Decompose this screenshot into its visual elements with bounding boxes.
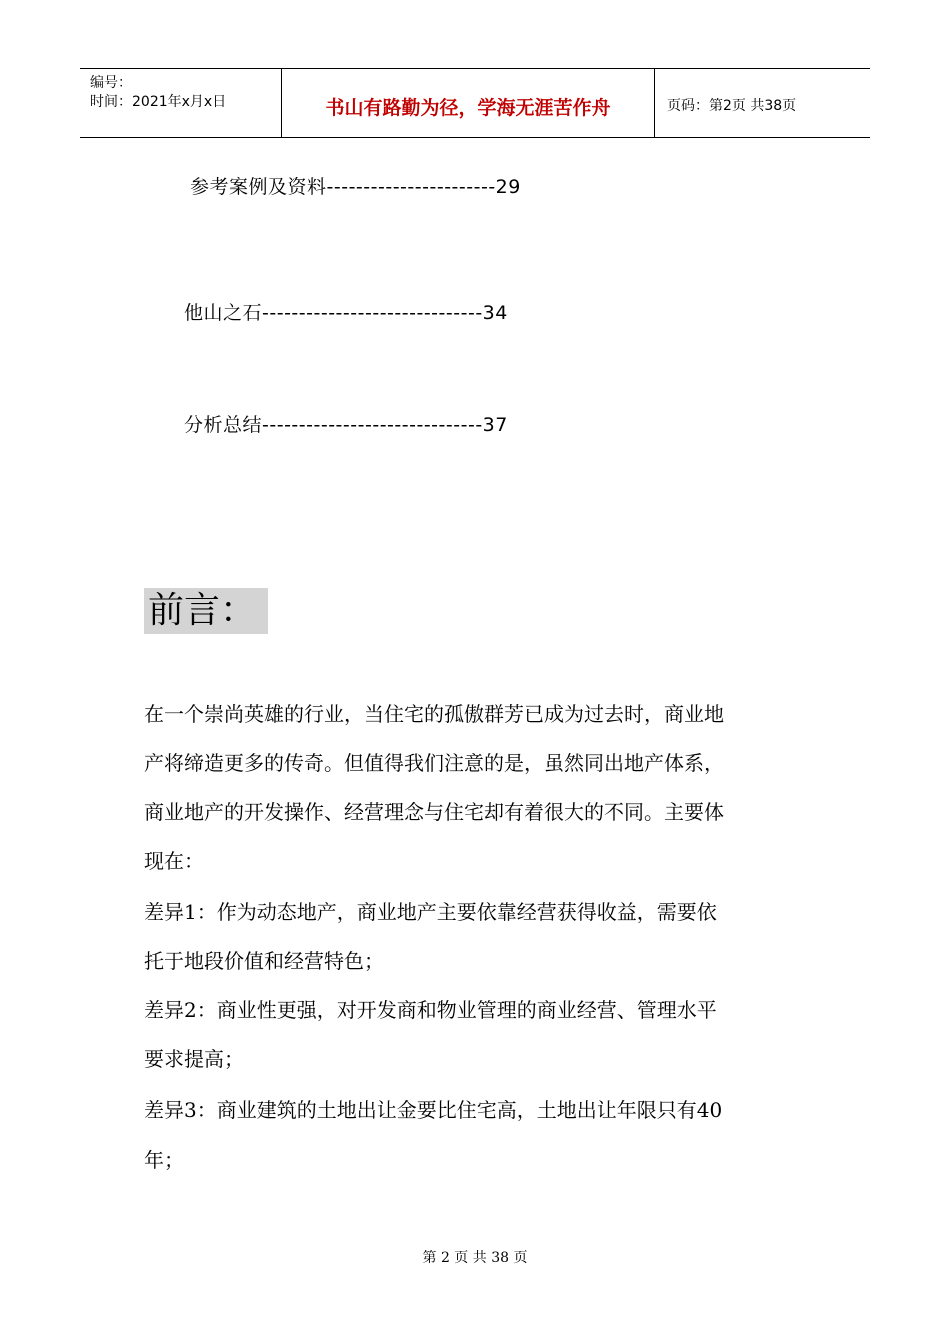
- body-line: 现在：: [144, 849, 204, 873]
- header-motto-cell: [281, 69, 655, 137]
- serial-number-label: 编号：: [90, 75, 132, 91]
- header-page-info: 页码：第2页 共38页: [667, 98, 797, 114]
- body-line: 托于地段价值和经营特色；: [144, 949, 384, 973]
- toc-entry: 参考案例及资料-----------------------29: [190, 176, 521, 198]
- toc-entry: 他山之石------------------------------34: [184, 302, 508, 324]
- page-header: [80, 68, 870, 138]
- body-line: 在一个崇尚英雄的行业，当住宅的孤傲群芳已成为过去时，商业地: [144, 702, 724, 726]
- header-meta-cell: [80, 69, 280, 137]
- body-line: 要求提高；: [144, 1047, 244, 1071]
- body-line: 商业地产的开发操作、经营理念与住宅却有着很大的不同。主要体: [144, 800, 724, 824]
- header-motto: 书山有路勤为径，学海无涯苦作舟: [325, 97, 611, 119]
- date-label: 时间：2021年x月x日: [90, 94, 227, 110]
- body-line: 差异2：商业性更强，对开发商和物业管理的商业经营、管理水平: [144, 998, 717, 1022]
- body-line: 差异1：作为动态地产，商业地产主要依靠经营获得收益，需要依: [144, 900, 717, 924]
- toc-entry: 分析总结------------------------------37: [184, 414, 508, 436]
- body-line: 产将缔造更多的传奇。但值得我们注意的是，虽然同出地产体系，: [144, 751, 724, 775]
- page-footer: 第 2 页 共 38 页: [422, 1250, 528, 1266]
- body-line: 差异3：商业建筑的土地出让金要比住宅高，土地出让年限只有40: [144, 1098, 723, 1122]
- preface-heading: 前言：: [144, 588, 268, 634]
- header-page-cell: [655, 69, 870, 137]
- body-line: 年；: [144, 1148, 184, 1172]
